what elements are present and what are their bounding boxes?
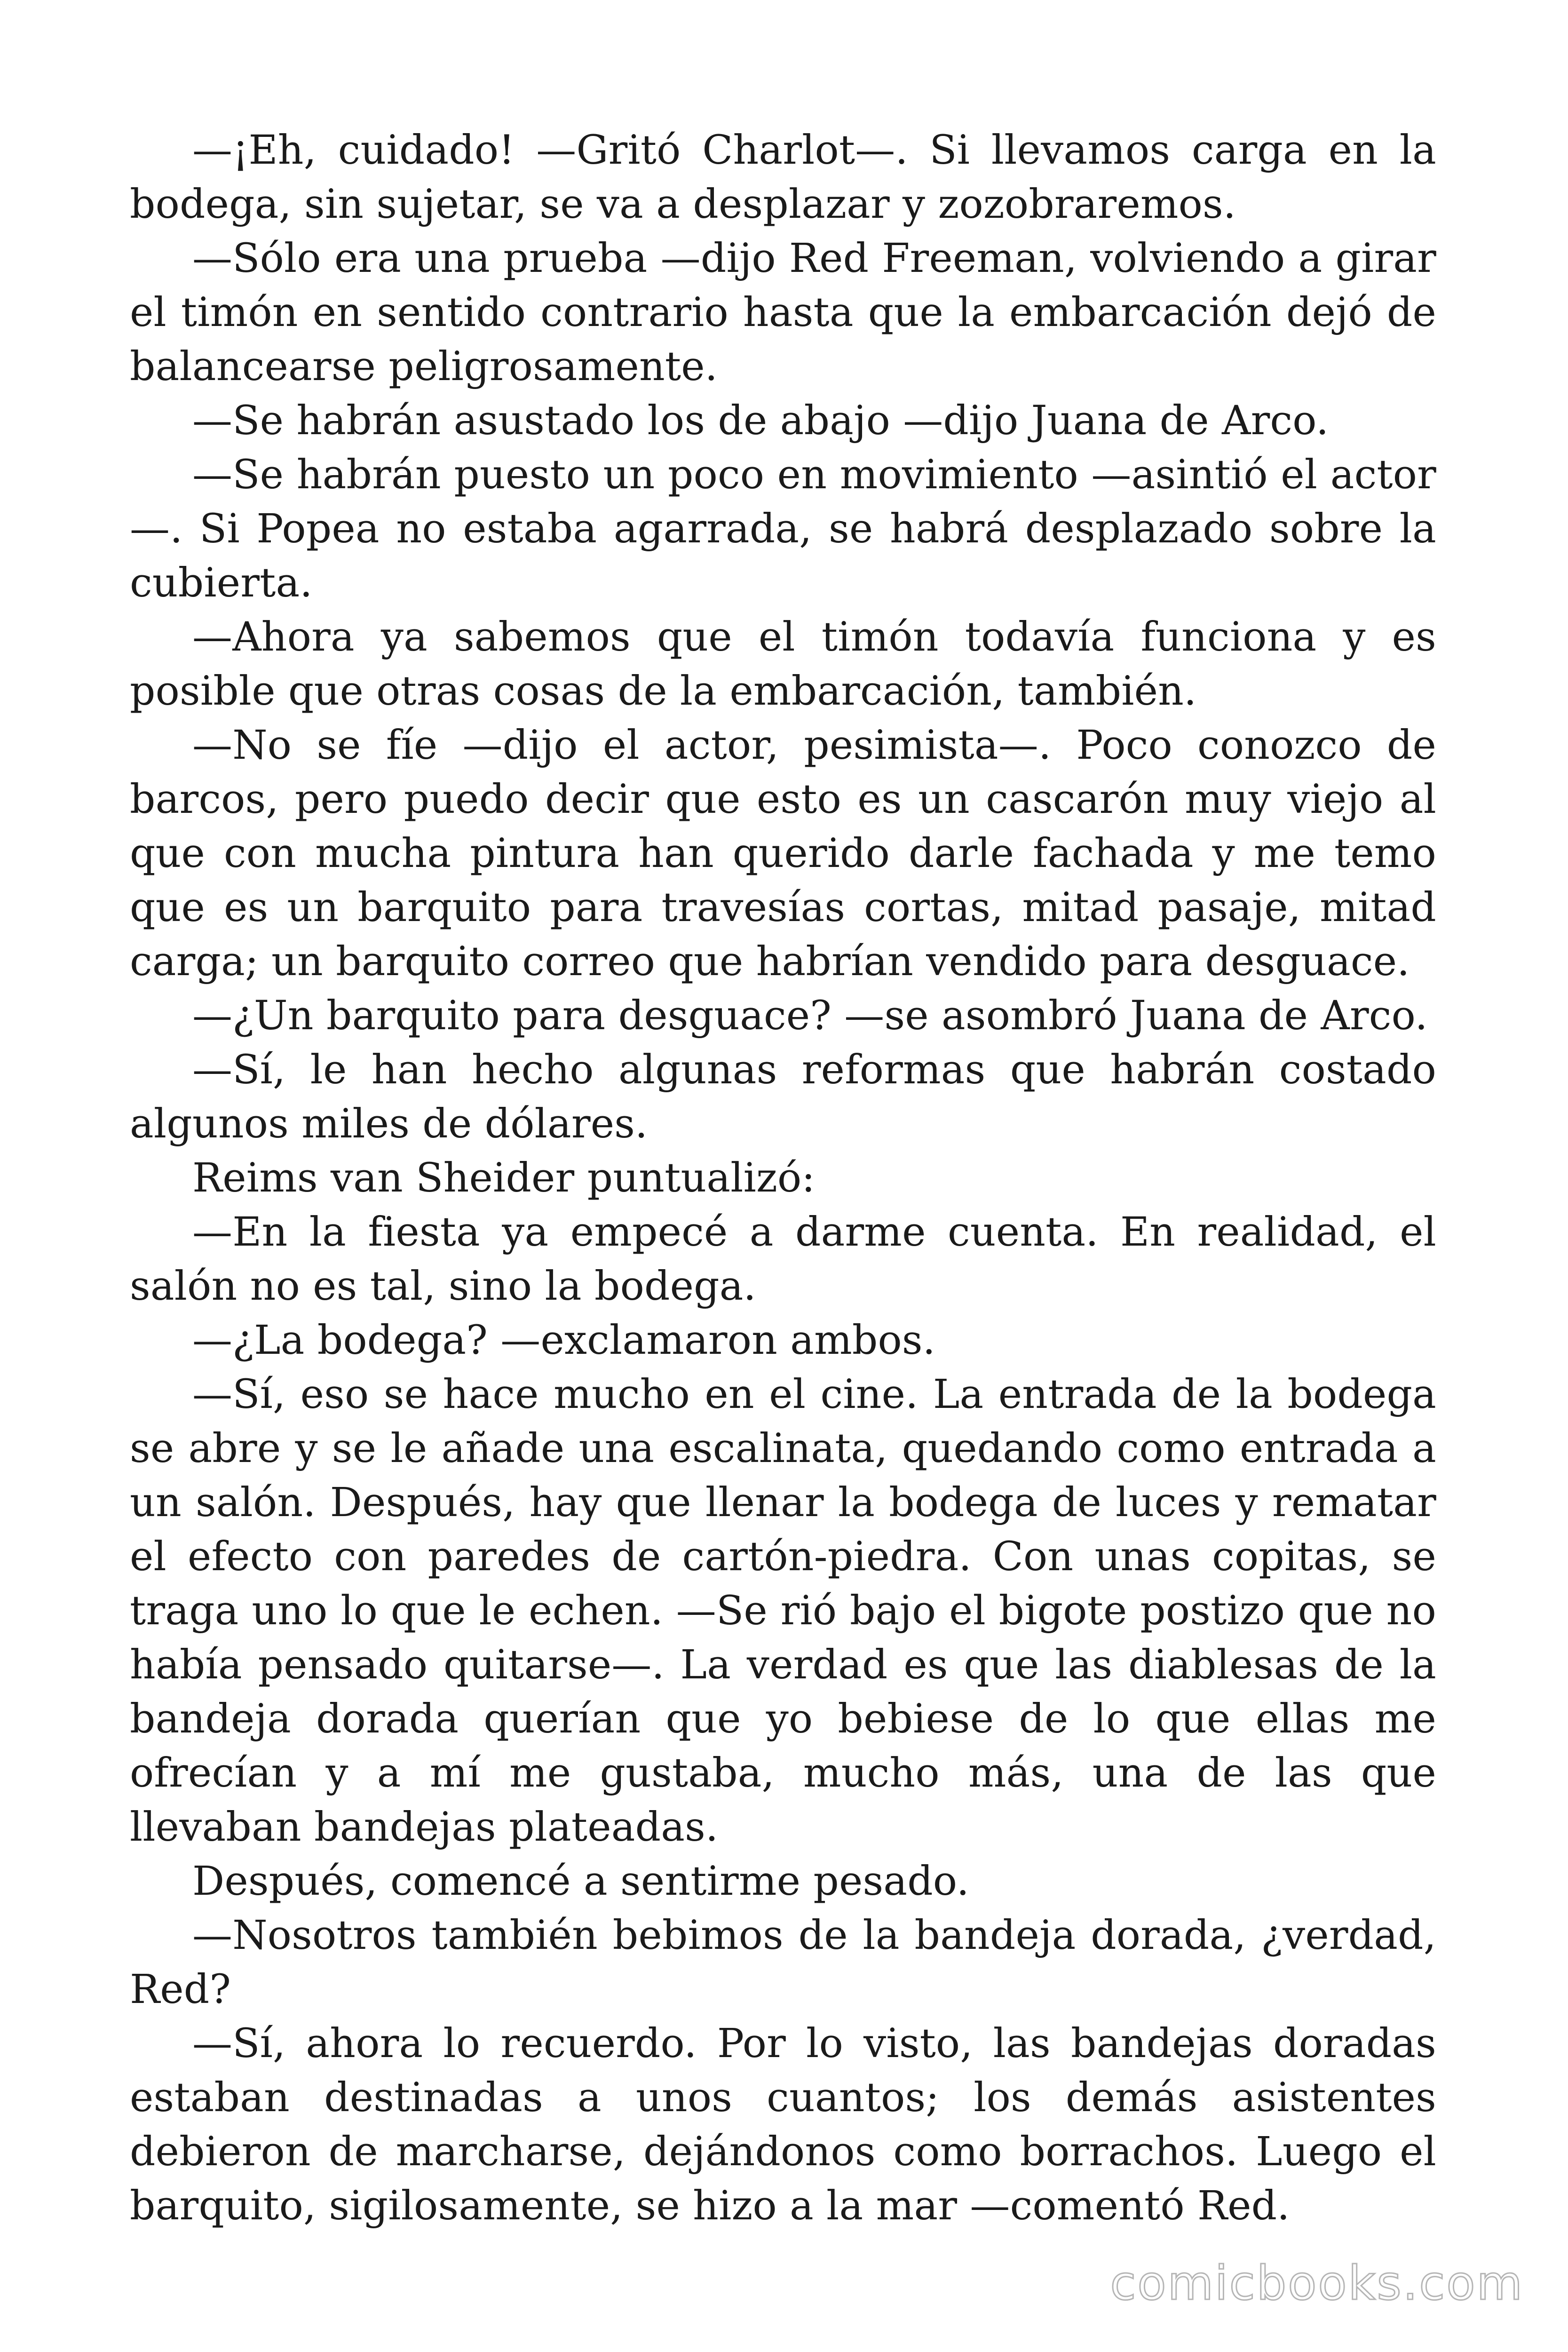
- paragraph: —¿La bodega? —exclamaron ambos.: [192, 1317, 935, 1364]
- watermark: comicbooks.com: [1110, 2256, 1524, 2311]
- paragraph: —Ahora ya sabemos que el timón todavía funciona y es posible que otras cosas de la embarcación, también.: [130, 614, 1436, 715]
- paragraph: —En la fiesta ya empecé a darme cuenta. En realidad, el salón no es tal, sino la bodega.: [130, 1209, 1436, 1310]
- paragraph: —Se habrán asustado los de abajo —dijo Juana de Arco.: [192, 397, 1329, 444]
- paragraph: Reims van Sheider puntualizó:: [192, 1155, 816, 1201]
- paragraph: Después, comencé a sentirme pesado.: [192, 1858, 969, 1905]
- paragraph: —Sí, eso se hace mucho en el cine. La entrada de la bodega se abre y se le añade una escalinata, quedando como entrada a un salón. Después, hay que llenar la bodega de luces y rematar el efecto con paredes de cartón-piedra. Con unas copitas, se traga uno lo que le echen. —Se rió bajo el bigote postizo que no había pensado quitarse—. La verdad es que las diablesas de la bandeja dorada querían que yo bebiese de lo que ellas me ofrecían y a mí me gustaba, mucho más, una de las que llevaban bandejas plateadas.: [130, 1371, 1436, 1851]
- body-text: [130, 123, 1436, 2233]
- paragraph: —Nosotros también bebimos de la bandeja dorada, ¿verdad, Red?: [130, 1912, 1436, 2013]
- paragraph: —No se fíe —dijo el actor, pesimista—. Poco conozco de barcos, pero puedo decir que esto es un cascarón muy viejo al que con mucha pintura han querido darle fachada y me temo que es un barquito para travesías cortas, mitad pasaje, mitad carga; un barquito correo que habrían vendido para desguace.: [130, 722, 1436, 985]
- paragraph: —¡Eh, cuidado! —Gritó Charlot—. Si llevamos carga en la bodega, sin sujetar, se va a desplazar y zozobraremos.: [130, 127, 1436, 228]
- paragraph: —Se habrán puesto un poco en movimiento —asintió el actor—. Si Popea no estaba agarrada, se habrá desplazado sobre la cubierta.: [130, 452, 1436, 606]
- paragraph: —Sí, le han hecho algunas reformas que habrán costado algunos miles de dólares.: [130, 1047, 1436, 1147]
- paragraph: —Sí, ahora lo recuerdo. Por lo visto, las bandejas doradas estaban destinadas a unos cuantos; los demás asistentes debieron de marcharse, dejándonos como borrachos. Luego el barquito, sigilosamente, se hizo a la mar —comentó Red.: [130, 2020, 1436, 2229]
- paragraph: —Sólo era una prueba —dijo Red Freeman, volviendo a girar el timón en sentido contrario hasta que la embarcación dejó de balancearse peligrosamente.: [130, 235, 1436, 390]
- paragraph: —¿Un barquito para desguace? —se asombró Juana de Arco.: [192, 993, 1428, 1039]
